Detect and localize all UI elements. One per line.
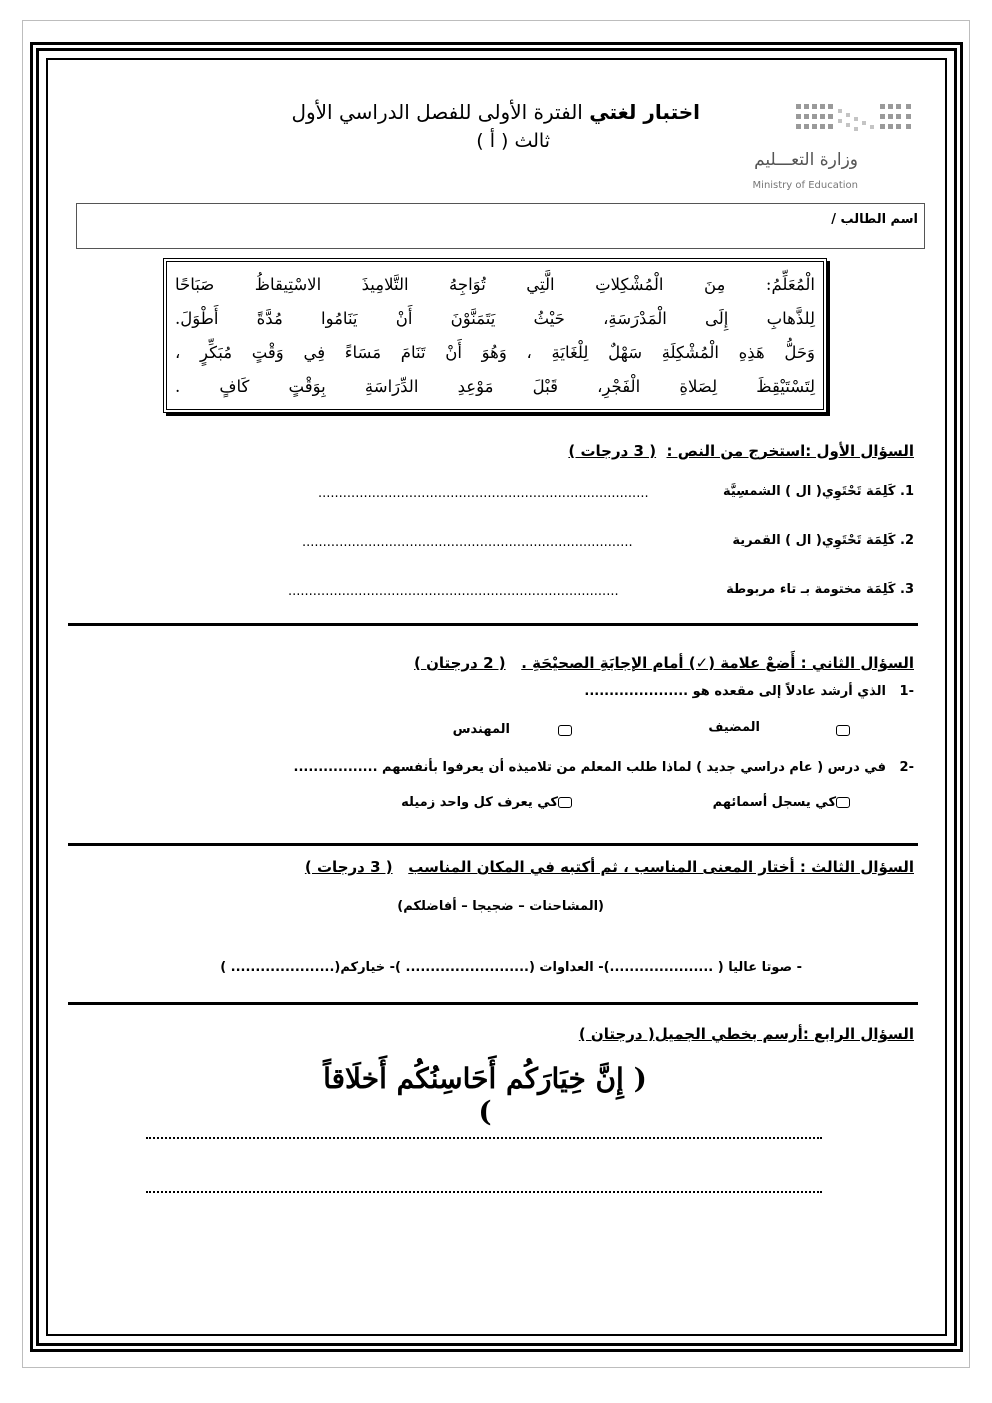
q1-item-text: كَلِمَة مختومة بـ تاء مربوطة bbox=[726, 582, 896, 597]
passage-line: الْمُعَلِّمُ: مِنَ الْمُشْكِلاتِ الَّتِي تُوَاجِهُ التَّلامِيذَ الاسْتِيقاظُ صَبَاحًا bbox=[175, 275, 815, 294]
logo-arabic-text: وزارة التعـــليم bbox=[754, 150, 858, 170]
class-label: ثالث ( أ ) bbox=[476, 130, 550, 152]
q2-item-2 bbox=[280, 760, 914, 775]
question-1-marks: ( 3 درجات ) bbox=[568, 442, 657, 460]
q1-item-text: كَلِمَة تَحْتَوِي( ال ) الشمسِيَّة bbox=[722, 484, 896, 499]
question-3-title: السؤال الثالث : أختار المعنى المناسب ، ثم أكتبه في المكان المناسب bbox=[408, 858, 914, 876]
answer-line[interactable]: ................................................................................ bbox=[318, 486, 649, 501]
option-host[interactable]: المضيف bbox=[708, 720, 760, 735]
passage-line: وَحَلُّ هَذِهِ الْمُشْكِلَةِ سَهْلٌ لِلْغَايَةِ ، وَهُوَ أَنْ تَنَامَ مَسَاءً فِي وَقْتٍ مُبَكِّرٍ ، bbox=[175, 343, 815, 362]
option-register-names[interactable]: كي يسجل أسمائهم bbox=[712, 795, 836, 810]
student-name-label: اسم الطالب / bbox=[831, 212, 918, 227]
q2-item-number: -2 bbox=[899, 760, 914, 775]
question-3-marks: ( 3 درجات ) bbox=[304, 858, 393, 876]
question-3-heading bbox=[290, 858, 914, 876]
q1-item-2 bbox=[690, 533, 914, 548]
ministry-logo-icon bbox=[796, 100, 918, 134]
question-1-heading bbox=[500, 442, 914, 460]
option-engineer[interactable]: المهندس bbox=[452, 722, 510, 737]
reading-passage bbox=[163, 258, 827, 413]
handwriting-line[interactable] bbox=[146, 1137, 822, 1139]
option-checkbox[interactable] bbox=[836, 797, 850, 808]
q2-item-1 bbox=[560, 684, 914, 699]
option-checkbox[interactable] bbox=[558, 725, 572, 736]
option-know-classmate[interactable]: كي يعرف كل واحد زميله bbox=[401, 795, 558, 810]
title-rest: الفترة الأولى للفصل الدراسي الأول bbox=[291, 100, 590, 124]
option-checkbox[interactable] bbox=[558, 797, 572, 808]
q1-item-number: 3. bbox=[900, 582, 914, 597]
section-divider bbox=[68, 843, 918, 846]
section-divider bbox=[68, 623, 918, 626]
title-bold: اختبار لغتي bbox=[589, 100, 700, 124]
q1-item-text: كَلِمَة تَحْتَوِي( ال ) القمرية bbox=[732, 533, 896, 548]
answer-line[interactable]: ................................................................................ bbox=[302, 535, 633, 550]
passage-line: لِتَسْتَيْقِظَ لِصَلاةِ الْفَجْرِ، قَبْلَ مَوْعِدِ الدِّرَاسَةِ بِوَقْتٍ كَافٍ . bbox=[175, 377, 815, 396]
question-2-heading bbox=[360, 654, 914, 672]
answer-line[interactable]: ................................................................................ bbox=[288, 584, 619, 599]
student-name-box[interactable] bbox=[76, 203, 925, 249]
question-2-marks: ( 2 درجتان ) bbox=[414, 654, 506, 672]
passage-line: لِلذَّهابِ إِلَى الْمَدْرَسَةِ، حَيْثُ يَتَمَنَّوْنَ أَنْ يَنَامُوا مُدَّةً أَطْوَلَ. bbox=[175, 309, 815, 328]
logo-english-text: Ministry of Education bbox=[752, 180, 858, 191]
q1-item-number: 1. bbox=[900, 484, 914, 499]
q2-item-number: -1 bbox=[899, 684, 914, 699]
q1-item-3 bbox=[680, 582, 914, 597]
q1-item-number: 2. bbox=[900, 533, 914, 548]
question-4-title: السؤال الرابع :أرسم بخطي الجميل( درجتان ) bbox=[578, 1025, 914, 1043]
q1-item-1 bbox=[690, 484, 914, 499]
q3-sentence[interactable]: - صوتا عاليا ( .....................)- العداوات (......................... )- خياركم(..................... ) bbox=[220, 960, 802, 975]
q2-item-text: في درس ( عام دراسي جديد ) لماذا طلب المعلم من تلاميذه أن يعرفوا بأنفسهم ................. bbox=[293, 760, 886, 775]
option-checkbox[interactable] bbox=[836, 725, 850, 736]
q2-item-text: الذي أرشد عادلاً إلى مقعده هو ..................... bbox=[584, 684, 886, 699]
question-4-heading bbox=[540, 1025, 914, 1043]
handwriting-line[interactable] bbox=[146, 1191, 822, 1193]
question-1-title: السؤال الأول :استخرج من النص : bbox=[666, 442, 914, 460]
hadith-text: ( إِنَّ خِيَارَكُم أَحَاسِنُكُم أَخلَاقاً ) bbox=[323, 1062, 647, 1128]
question-2-title: السؤال الثاني : أَضعْ علامة (✓) أمام الإجابَةِ الصحيْحَةِ . bbox=[521, 654, 914, 672]
section-divider bbox=[68, 1002, 918, 1005]
page-title bbox=[260, 100, 700, 124]
word-bank: (المشاحنات – ضجيجا – أفاضلكم) bbox=[397, 899, 604, 914]
